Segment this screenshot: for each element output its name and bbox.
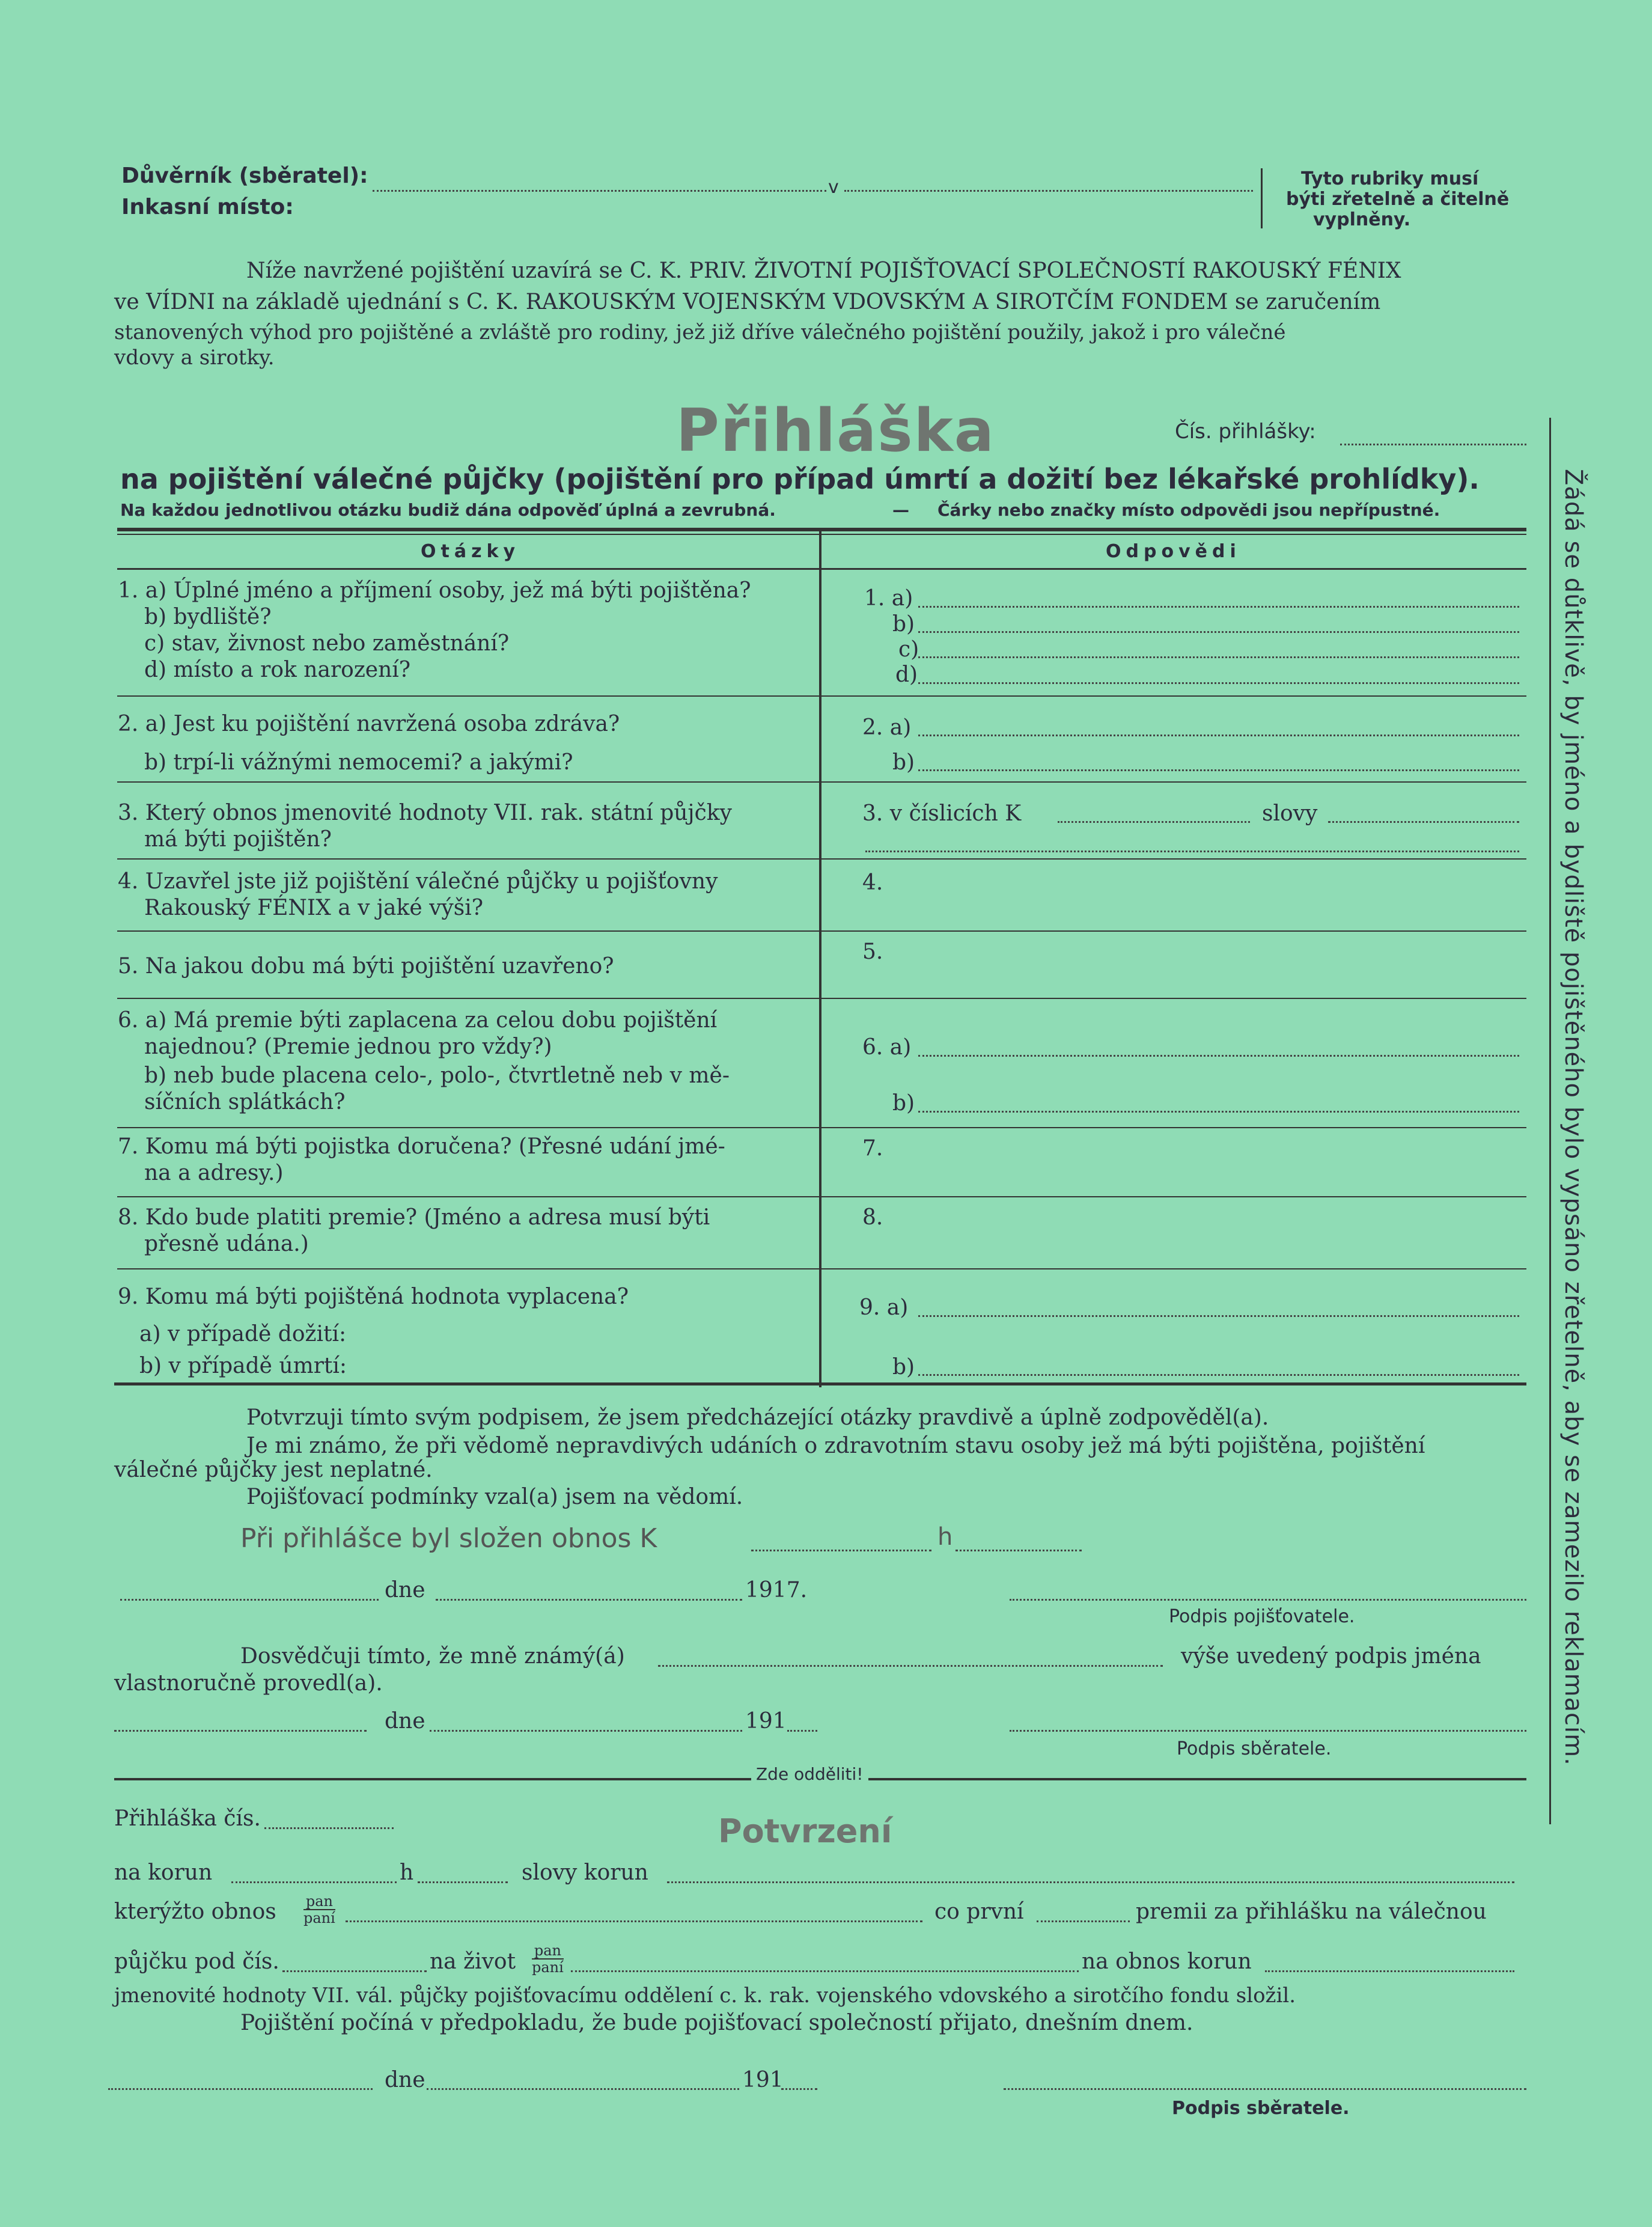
question-9c: b) v případě úmrtí: [139, 1354, 347, 1378]
table-header-rule [117, 568, 1526, 570]
answer-1b-label: b) [892, 612, 915, 637]
receipt-loan-no: půjčku pod čís. [114, 1949, 279, 1974]
questions-header: Otázky [421, 541, 520, 562]
instruction-dash: — [892, 500, 909, 520]
pani-label: paní [303, 1910, 335, 1926]
receipt-premium-text: premii za přihlášku na válečnou [1136, 1899, 1487, 1924]
receipt-amount-field[interactable] [1265, 1970, 1514, 1972]
application-number-label: Čís. přihlášky: [1175, 420, 1316, 444]
answer-4-label: 4. [862, 870, 883, 895]
receipt-life-field[interactable] [571, 1970, 1079, 1972]
row-separator [117, 1268, 819, 1269]
receipt-life-label: na život [430, 1949, 516, 1974]
application-number-field[interactable] [1340, 444, 1526, 445]
receipt-which-amount: kterýžto obnos [114, 1899, 276, 1924]
question-8a: 8. Kdo bude platiti premie? (Jméno a adresa musí býti [118, 1205, 710, 1230]
question-1a: 1. a) Úplné jméno a příjmení osoby, jež má býti pojištěna? [118, 578, 751, 603]
header-note-3: vyplněny. [1313, 209, 1411, 230]
certify-text: Dosvědčuji tímto, že mně známý(á) [240, 1644, 625, 1669]
date-year-2: 191 [745, 1709, 787, 1734]
certify-line-2: vlastnoručně provedl(a). [114, 1671, 383, 1696]
question-4a: 4. Uzavřel jste již pojištění válečné půjčky u pojišťovny [118, 869, 718, 894]
question-2a: 2. a) Jest ku pojištění navržená osoba zdráva? [118, 712, 620, 736]
answer-1d-field[interactable] [918, 682, 1519, 684]
receipt-korun-field[interactable] [231, 1881, 397, 1883]
row-separator [117, 1196, 819, 1197]
answer-3-extra-field[interactable] [865, 851, 1519, 852]
receipt-pan-pani-1 [303, 1893, 335, 1926]
place-field-1[interactable] [120, 1599, 379, 1601]
question-6d: síčních splátkách? [144, 1090, 346, 1114]
cut-here-label: Zde odděliti! [751, 1764, 868, 1784]
collection-label: Inkasní místo: [121, 195, 294, 219]
receipt-application-no-field[interactable] [264, 1827, 394, 1829]
answer-separator [821, 1268, 1526, 1269]
answer-9b-field[interactable] [918, 1374, 1519, 1376]
question-8b: přesně udána.) [144, 1232, 309, 1256]
receipt-signature-label: Podpis sběratele. [1172, 2098, 1350, 2119]
question-6a: 6. a) Má premie býti zaplacena za celou dobu pojištění [118, 1008, 718, 1033]
answer-3-words-label: slovy [1262, 801, 1318, 826]
signature-collector-field[interactable] [1010, 1730, 1526, 1732]
side-note: Žádá se důtklivě, by jméno a bydliště pojištěného bylo vypsáno zřetelně, aby se zamezilo reklamacím. [1559, 469, 1587, 1766]
intro-line-1: Níže navržené pojištění uzavírá se C. K. PRIV. ŽIVOTNÍ POJIŠŤOVACÍ SPOLEČNOSTÍ RAKOUSKÝ FÉNIX [246, 258, 1401, 283]
table-bottom-rule [114, 1382, 1526, 1385]
row-separator [117, 695, 819, 697]
signature-insured-field[interactable] [1010, 1599, 1526, 1601]
location-field[interactable] [844, 190, 1253, 192]
receipt-pan-pani-2 [532, 1943, 564, 1975]
answer-9a-field[interactable] [918, 1315, 1519, 1317]
answer-separator [821, 781, 1526, 783]
declaration-line-2: Je mi známo, že při vědomě nepravdivých udáních o zdravotním stavu osoby jež má býti pojištěna, pojištění [246, 1434, 1425, 1458]
date-year-1: 1917. [745, 1578, 808, 1602]
intro-line-3: stanovených výhod pro pojištěné a zvláště pro rodiny, jež již dříve válečného pojištění použily, jakož i pro válečné [114, 320, 1286, 344]
signature-collector-label: Podpis sběratele. [1177, 1738, 1332, 1759]
question-3b: má býti pojištěn? [144, 827, 332, 852]
row-separator [117, 930, 819, 932]
date-field-2[interactable] [430, 1730, 742, 1732]
place-field-2[interactable] [114, 1730, 367, 1732]
trustee-field[interactable] [373, 190, 826, 192]
receipt-h-label: h [400, 1860, 414, 1885]
receipt-application-no-label: Přihláška čís. [114, 1806, 261, 1831]
answer-6b-label: b) [892, 1091, 915, 1116]
table-top-rule [117, 528, 1526, 531]
row-separator [117, 781, 819, 783]
table-top-rule-thin [117, 534, 1526, 535]
deposit-h-field[interactable] [956, 1550, 1082, 1551]
answer-2a-field[interactable] [918, 735, 1519, 736]
receipt-loan-no-field[interactable] [282, 1970, 427, 1972]
question-4b: Rakouský FÉNIX a v jaké výši? [144, 896, 484, 920]
question-7b: na a adresy.) [144, 1161, 284, 1185]
question-3a: 3. Který obnos jmenovité hodnoty VII. rak. státní půjčky [118, 801, 732, 825]
answer-1c-field[interactable] [918, 656, 1519, 658]
receipt-as-first: co první [934, 1899, 1024, 1924]
pani-label: paní [532, 1959, 564, 1976]
answer-5-label: 5. [862, 939, 883, 964]
answer-6b-field[interactable] [918, 1111, 1519, 1113]
receipt-amount-label: na obnos korun [1082, 1949, 1252, 1974]
trustee-label: Důvěrník (sběratel): [121, 163, 368, 188]
question-1b: b) bydliště? [144, 605, 272, 629]
answer-6a-field[interactable] [918, 1055, 1519, 1057]
question-6c: b) neb bude placena celo-, polo-, čtvrtletně neb v mě- [144, 1063, 730, 1088]
answer-separator [821, 1127, 1526, 1128]
answer-8-label: 8. [862, 1205, 883, 1230]
row-separator [117, 1127, 819, 1128]
question-9a: 9. Komu má býti pojištěná hodnota vyplacena? [118, 1285, 629, 1309]
answer-separator [821, 1196, 1526, 1197]
header-note-2: býti zřetelně a čitelně [1286, 189, 1510, 210]
receipt-korun-label: na korun [114, 1860, 213, 1885]
row-separator [117, 858, 819, 860]
answer-3-label: 3. v číslicích K [862, 801, 1022, 826]
answer-3-words-field[interactable] [1328, 821, 1519, 823]
answer-2b-field[interactable] [918, 769, 1519, 771]
header-bracket [1261, 168, 1263, 228]
answer-2a-label: 2. a) [862, 715, 912, 740]
row-separator [117, 998, 819, 999]
deposit-h-label: h [937, 1523, 953, 1551]
answer-1b-field[interactable] [918, 631, 1519, 633]
receipt-signature-field[interactable] [1004, 2088, 1526, 2090]
receipt-date-year: 191 [742, 2068, 784, 2092]
receipt-date-field[interactable] [427, 2088, 739, 2090]
answer-9b-label: b) [892, 1355, 915, 1379]
certify-right: výše uvedený podpis jména [1181, 1644, 1481, 1669]
declaration-line-1: Potvrzuji tímto svým podpisem, že jsem předcházející otázky pravdivě a úplně zodpověděl(a). [246, 1405, 1269, 1430]
date-dne-1: dne [385, 1578, 425, 1602]
intro-line-2: ve VÍDNI na základě ujednání s C. K. RAKOUSKÝM VOJENSKÝM VDOVSKÝM A SIROTČÍM FONDEM se zaručením [114, 290, 1381, 314]
date-field-1[interactable] [436, 1599, 742, 1601]
receipt-h-field[interactable] [418, 1881, 508, 1883]
answer-3-digits-field[interactable] [1058, 821, 1250, 823]
receipt-place-field[interactable] [108, 2088, 373, 2090]
date-dne-2: dne [385, 1709, 425, 1734]
v-label: v [828, 177, 839, 198]
signature-insured-label: Podpis pojišťovatele. [1169, 1606, 1355, 1627]
page-title: Přihláška [676, 397, 995, 465]
receipt-words-field[interactable] [667, 1881, 1514, 1883]
table-column-divider [819, 528, 821, 1387]
answer-1a-label: 1. a) [864, 586, 913, 611]
header-note-1: Tyto rubriky musí [1301, 168, 1479, 189]
answer-separator [821, 930, 1526, 932]
receipt-first-field[interactable] [1037, 1920, 1130, 1922]
answer-separator [821, 695, 1526, 697]
pan-label: pan [303, 1893, 335, 1910]
answer-9a-label: 9. a) [859, 1295, 909, 1320]
certify-name-field[interactable] [658, 1665, 1163, 1667]
question-1c: c) stav, živnost nebo zaměstnání? [144, 631, 510, 656]
receipt-title: Potvrzení [718, 1812, 892, 1850]
question-1d: d) místo a rok narození? [144, 658, 411, 682]
answer-1d-label: d) [895, 662, 918, 687]
question-2b: b) trpí-li vážnými nemocemi? a jakými? [144, 750, 573, 775]
receipt-line-4: jmenovité hodnoty VII. vál. půjčky pojišťovacímu oddělení c. k. rak. vojenského vdovského a sirotčího fondu složil. [114, 1984, 1296, 2008]
answer-6a-label: 6. a) [862, 1035, 912, 1060]
receipt-words-label: slovy korun [522, 1860, 648, 1885]
answer-1c-label: c) [898, 637, 919, 662]
intro-line-4: vdovy a sirotky. [114, 346, 275, 370]
pan-label: pan [532, 1943, 564, 1960]
question-5: 5. Na jakou dobu má býti pojištění uzavřeno? [118, 954, 614, 979]
subtitle: na pojištění válečné půjčky (pojištění pro případ úmrtí a dožití bez lékařské prohlídky). [120, 463, 1480, 495]
declaration-line-4: Pojišťovací podmínky vzal(a) jsem na vědomí. [246, 1485, 743, 1509]
deposit-text: Při přihlášce byl složen obnos K [240, 1523, 657, 1554]
side-rule [1549, 418, 1551, 1824]
date-year-field-2[interactable] [787, 1730, 817, 1732]
instruction-left: Na každou jednotlivou otázku budiž dána odpověď úplná a zevrubná. [120, 500, 776, 520]
receipt-line-5: Pojištění počíná v předpokladu, že bude pojišťovací společností přijato, dnešním dnem. [240, 2011, 1193, 2035]
question-9b: a) v případě dožití: [139, 1322, 347, 1346]
receipt-date-dne: dne [385, 2068, 425, 2092]
instruction-right: Čárky nebo značky místo odpovědi jsou nepřípustné. [937, 500, 1440, 520]
receipt-name-field[interactable] [346, 1920, 922, 1922]
answers-header: Odpovědi [1106, 541, 1241, 562]
deposit-amount-field[interactable] [751, 1550, 931, 1551]
question-7a: 7. Komu má býti pojistka doručena? (Přesné udání jmé- [118, 1134, 725, 1159]
receipt-year-field[interactable] [781, 2088, 817, 2090]
answer-7-label: 7. [862, 1136, 883, 1161]
question-6b: najednou? (Premie jednou pro vždy?) [144, 1034, 552, 1059]
answer-separator [821, 998, 1526, 999]
answer-separator [821, 858, 1526, 860]
answer-1a-field[interactable] [918, 606, 1519, 608]
answer-2b-label: b) [892, 750, 915, 775]
declaration-line-3: válečné půjčky jest neplatné. [114, 1458, 433, 1482]
